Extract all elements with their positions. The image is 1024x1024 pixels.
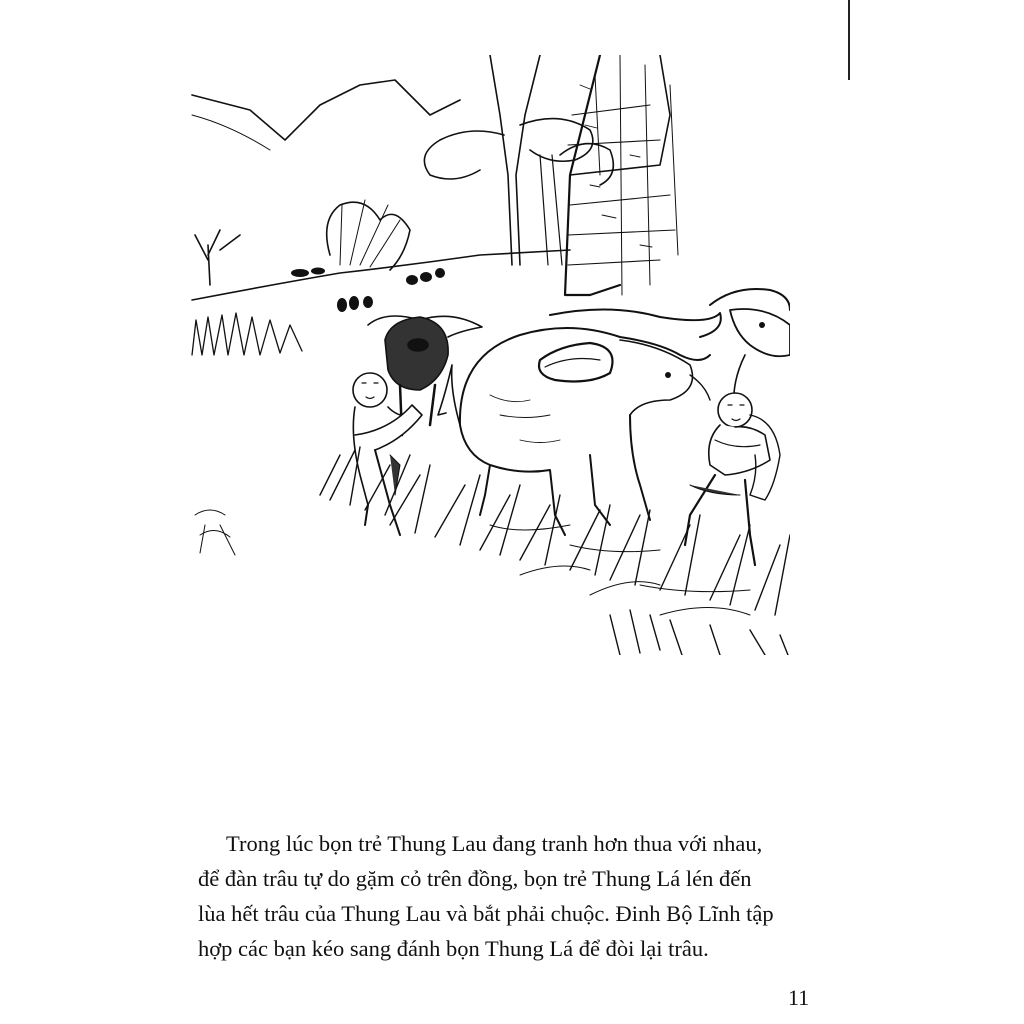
page-number: 11 bbox=[788, 985, 810, 1010]
scan-edge-line bbox=[848, 0, 850, 80]
paragraph-line: để đàn trâu tự do gặm cỏ trên đồng, bọn trẻ Thung Lá lén đến bbox=[198, 866, 752, 891]
paragraph-line: hợp các bạn kéo sang đánh bọn Thung Lá để đòi lại trâu. bbox=[198, 936, 709, 961]
story-paragraph bbox=[198, 826, 798, 966]
paragraph-line: lùa hết trâu của Thung Lau và bắt phải chuộc. Đinh Bộ Lĩnh tập bbox=[198, 901, 774, 926]
paragraph-line: Trong lúc bọn trẻ Thung Lau đang tranh hơn thua với nhau, bbox=[226, 831, 763, 856]
book-illustration bbox=[190, 55, 790, 655]
